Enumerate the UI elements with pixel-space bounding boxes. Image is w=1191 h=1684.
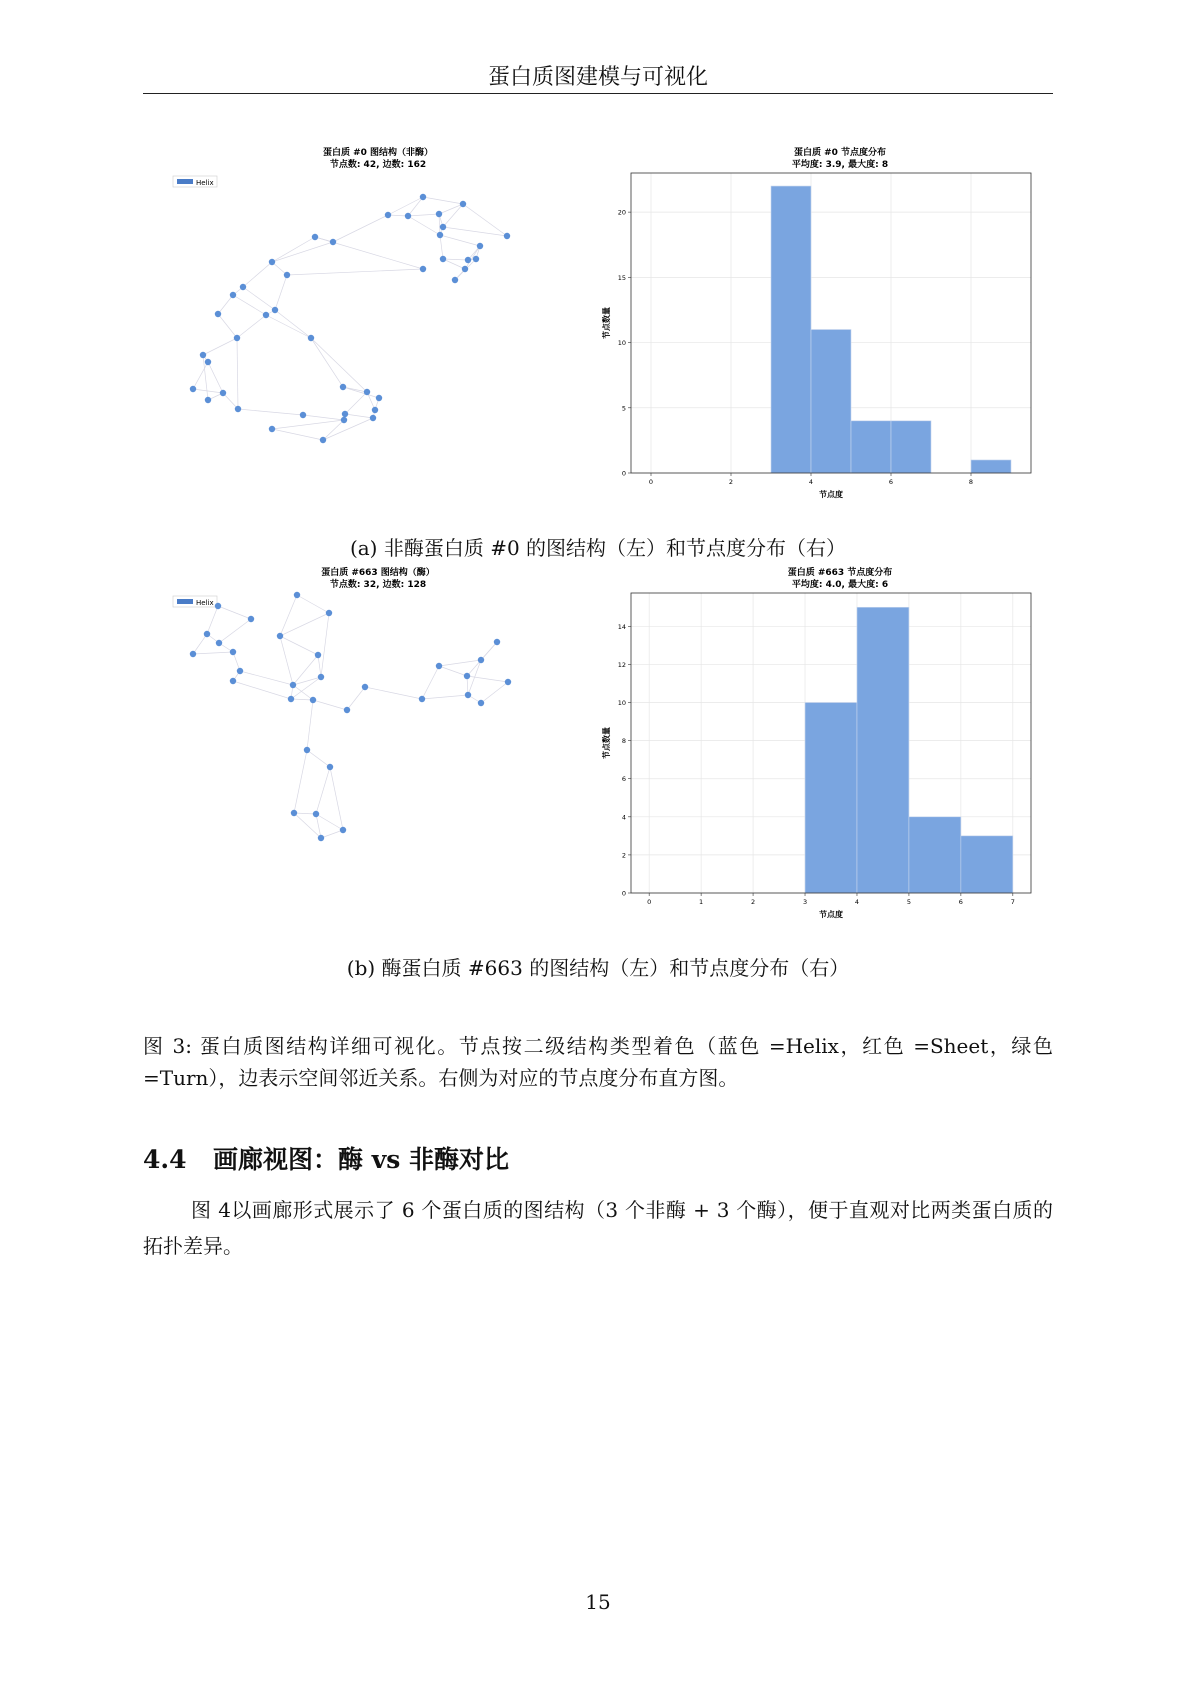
graph-b-node bbox=[326, 610, 332, 616]
hist-a-xtick-label: 2 bbox=[728, 478, 734, 486]
header-rule bbox=[143, 93, 1053, 94]
graph-a-edge bbox=[439, 204, 463, 214]
graph-a-edge bbox=[237, 315, 266, 338]
graph-a-edge bbox=[440, 235, 480, 246]
hist-a-xtick-label: 0 bbox=[648, 478, 654, 486]
hist-b-ytick-label: 2 bbox=[621, 851, 626, 860]
protein-graph-b bbox=[143, 560, 563, 930]
hist-b-ytick-label: 10 bbox=[617, 699, 626, 708]
graph-a-node bbox=[372, 407, 378, 413]
graph-b-edge bbox=[280, 595, 297, 636]
graph-a-edge bbox=[323, 420, 344, 440]
hist-b-xtick-label: 4 bbox=[854, 898, 860, 906]
graph-b-edge bbox=[240, 671, 293, 685]
graph-a-node bbox=[420, 194, 426, 200]
graph-b-node bbox=[190, 651, 196, 657]
graph-a-edge bbox=[208, 362, 223, 393]
graph-a-node bbox=[263, 312, 269, 318]
graph-b-edge bbox=[193, 652, 233, 654]
hist-a-ytick-label: 5 bbox=[621, 404, 626, 413]
figure-panel-b bbox=[143, 560, 1053, 930]
graph-a-edge bbox=[272, 237, 315, 262]
graph-b-edge bbox=[307, 750, 330, 767]
graph-a-edge bbox=[343, 387, 379, 398]
graph-a-edge bbox=[218, 295, 233, 314]
graph-b-edge bbox=[294, 813, 316, 814]
graph-a-edge bbox=[311, 338, 343, 387]
graph-b-edge bbox=[297, 595, 329, 613]
graph-a-edge bbox=[443, 259, 468, 260]
graph-a-edge bbox=[388, 197, 423, 215]
graph-b-title: 蛋白质 #663 图结构（酶） bbox=[321, 568, 435, 578]
graph-b-edge bbox=[422, 695, 468, 699]
graph-b-node bbox=[505, 679, 511, 685]
graph-b-node bbox=[230, 678, 236, 684]
graph-b-node bbox=[478, 657, 484, 663]
graph-a-edge bbox=[343, 387, 367, 392]
figure-panel-a bbox=[143, 140, 1053, 510]
graph-a-node bbox=[205, 397, 211, 403]
hist-a-bar bbox=[811, 330, 851, 473]
hist-a-title: 蛋白质 #0 节点度分布 bbox=[793, 148, 887, 158]
graph-b-node bbox=[294, 592, 300, 598]
graph-b-node bbox=[304, 747, 310, 753]
graph-a-edge bbox=[408, 214, 439, 216]
graph-a-edge bbox=[408, 197, 423, 216]
hist-b-ytick-label: 8 bbox=[621, 737, 626, 746]
graph-b-node bbox=[340, 827, 346, 833]
subcaption-a: (a) 非酶蛋白质 #0 的图结构（左）和节点度分布（右） bbox=[349, 536, 847, 560]
hist-b-bar bbox=[857, 607, 909, 893]
graph-a-node bbox=[477, 243, 483, 249]
subcaption-b: (b) 酶蛋白质 #663 的图结构（左）和节点度分布（右） bbox=[346, 956, 850, 980]
graph-a-node bbox=[504, 233, 510, 239]
graph-b-edge bbox=[321, 613, 329, 677]
graph-b-node bbox=[204, 631, 210, 637]
graph-b-edge bbox=[365, 687, 422, 699]
graph-a-node bbox=[437, 232, 443, 238]
graph-a-node bbox=[320, 437, 326, 443]
hist-a-bar bbox=[971, 460, 1011, 473]
graph-a-edge bbox=[311, 338, 367, 392]
graph-a-edge bbox=[233, 295, 266, 315]
degree-histogram-b bbox=[593, 560, 1053, 930]
graph-a-edge bbox=[443, 204, 463, 227]
hist-b-subtitle: 平均度: 4.0, 最大度: 6 bbox=[791, 580, 889, 590]
graph-b-edge bbox=[219, 619, 251, 643]
graph-b-node bbox=[465, 692, 471, 698]
graph-a-node bbox=[269, 426, 275, 432]
graph-a-node bbox=[465, 257, 471, 263]
hist-b-xtick-label: 3 bbox=[802, 898, 808, 906]
hist-b-ytick-label: 0 bbox=[621, 889, 626, 898]
graph-b-edge bbox=[218, 606, 251, 619]
graph-a-edge bbox=[275, 310, 311, 338]
graph-b-edge bbox=[316, 814, 343, 830]
section-number: 4.4 bbox=[143, 1145, 187, 1174]
graph-a-edge bbox=[408, 216, 440, 235]
graph-a-node bbox=[284, 272, 290, 278]
graph-a-node bbox=[205, 359, 211, 365]
degree-histogram-a bbox=[593, 140, 1053, 510]
graph-a-node bbox=[220, 390, 226, 396]
graph-a-edge bbox=[218, 314, 237, 338]
graph-b-edge bbox=[307, 700, 313, 750]
graph-a-node bbox=[312, 234, 318, 240]
graph-a-node bbox=[364, 389, 370, 395]
graph-a-edge bbox=[275, 275, 287, 310]
graph-a-node bbox=[215, 311, 221, 317]
hist-a-bar bbox=[771, 186, 811, 473]
hist-a-ytick-label: 15 bbox=[617, 273, 626, 282]
graph-a-node bbox=[440, 256, 446, 262]
hist-b-bar bbox=[805, 703, 857, 893]
graph-a-node bbox=[440, 224, 446, 230]
graph-b-edge bbox=[291, 677, 321, 699]
graph-a-node bbox=[300, 412, 306, 418]
graph-a-edge bbox=[193, 362, 208, 389]
graph-a-node bbox=[342, 411, 348, 417]
hist-a-subtitle: 平均度: 3.9, 最大度: 8 bbox=[791, 160, 889, 170]
graph-a-node bbox=[473, 256, 479, 262]
graph-a-node bbox=[370, 415, 376, 421]
hist-b-xtick-label: 5 bbox=[906, 898, 911, 906]
protein-graph-a bbox=[143, 140, 563, 510]
graph-a-node bbox=[240, 284, 246, 290]
graph-a-legend-label: Helix bbox=[196, 179, 214, 187]
hist-a-ytick-label: 10 bbox=[617, 339, 626, 348]
graph-b-node bbox=[230, 649, 236, 655]
graph-b-edge bbox=[193, 634, 207, 654]
hist-a-xtick-label: 8 bbox=[968, 478, 974, 486]
hist-b-ytick-label: 14 bbox=[617, 622, 626, 631]
graph-b-node bbox=[288, 696, 294, 702]
graph-a-node bbox=[330, 239, 336, 245]
section-heading bbox=[143, 1140, 509, 1176]
graph-a-node bbox=[341, 417, 347, 423]
graph-b-node bbox=[464, 673, 470, 679]
graph-a-edge bbox=[272, 429, 323, 440]
graph-b-edge bbox=[280, 636, 293, 685]
hist-b-ylabel: 节点数量 bbox=[602, 727, 611, 759]
hist-b-bar bbox=[961, 836, 1013, 893]
graph-b-edge bbox=[439, 660, 481, 666]
graph-b-node bbox=[315, 652, 321, 658]
body-paragraph: 图 4以画廊形式展示了 6 个蛋白质的图结构（3 个非酶 + 3 个酶），便于直观对比两类蛋白质的拓扑差异。 bbox=[143, 1198, 1053, 1258]
graph-b-node bbox=[237, 668, 243, 674]
section-title: 画廊视图：酶 vs 非酶对比 bbox=[213, 1145, 510, 1174]
graph-b-edge bbox=[280, 636, 318, 655]
graph-b-node bbox=[318, 674, 324, 680]
hist-b-xtick-label: 7 bbox=[1010, 898, 1015, 906]
graph-b-edge bbox=[481, 682, 508, 703]
hist-b-xlabel: 节点度 bbox=[819, 910, 843, 919]
graph-a-node bbox=[405, 213, 411, 219]
graph-a-node bbox=[234, 335, 240, 341]
graph-b-edge bbox=[318, 655, 321, 677]
hist-a-ytick-label: 0 bbox=[621, 469, 626, 478]
graph-b-edge bbox=[347, 687, 365, 710]
graph-a-edge bbox=[243, 287, 275, 310]
graph-b-edge bbox=[293, 685, 313, 700]
graph-a-edge bbox=[423, 197, 463, 204]
graph-a-edge bbox=[238, 409, 303, 415]
graph-b-node bbox=[327, 764, 333, 770]
graph-b-node bbox=[344, 707, 350, 713]
hist-b-bar bbox=[909, 817, 961, 893]
graph-a-edge bbox=[303, 415, 344, 420]
hist-b-ytick-label: 12 bbox=[617, 660, 626, 669]
graph-a-edge bbox=[193, 389, 223, 393]
graph-b-legend-swatch bbox=[177, 599, 193, 604]
graph-a-node bbox=[269, 259, 275, 265]
graph-a-edge bbox=[333, 215, 388, 242]
graph-a-node bbox=[436, 211, 442, 217]
hist-a-ylabel: 节点数量 bbox=[602, 307, 611, 339]
hist-b-xtick-label: 6 bbox=[958, 898, 963, 906]
graph-b-node bbox=[248, 616, 254, 622]
graph-b-node bbox=[494, 639, 500, 645]
hist-a-xtick-label: 6 bbox=[888, 478, 894, 486]
graph-b-node bbox=[313, 811, 319, 817]
graph-a-legend-swatch bbox=[177, 179, 193, 184]
graph-a-edge bbox=[463, 204, 507, 236]
graph-b-edge bbox=[207, 606, 218, 634]
graph-b-edge bbox=[316, 767, 330, 814]
page-number: 15 bbox=[585, 1590, 611, 1614]
graph-a-node bbox=[230, 292, 236, 298]
figure-caption: 图 3: 蛋白质图结构详细可视化。节点按二级结构类型着色（蓝色 =Helix，红色 =Sheet，绿色 =Turn），边表示空间邻近关系。右侧为对应的节点度分布直方图。 bbox=[143, 1034, 1053, 1090]
graph-a-edge bbox=[203, 338, 237, 355]
graph-b-edge bbox=[313, 700, 347, 710]
graph-b-edge bbox=[422, 666, 439, 699]
graph-b-node bbox=[277, 633, 283, 639]
hist-b-title: 蛋白质 #663 节点度分布 bbox=[787, 568, 893, 578]
hist-a-bar bbox=[851, 421, 891, 473]
graph-a-node bbox=[462, 266, 468, 272]
graph-a-subtitle: 节点数: 42, 边数: 162 bbox=[329, 160, 427, 170]
graph-a-edge bbox=[443, 259, 465, 269]
graph-a-node bbox=[460, 201, 466, 207]
graph-a-edge bbox=[345, 414, 373, 418]
graph-b-edge bbox=[294, 750, 307, 813]
hist-a-xlabel: 节点度 bbox=[819, 490, 843, 499]
graph-a-edge bbox=[266, 315, 311, 338]
graph-b-legend-label: Helix bbox=[196, 599, 214, 607]
running-header: 蛋白质图建模与可视化 bbox=[487, 65, 708, 90]
graph-b-node bbox=[310, 697, 316, 703]
graph-a-node bbox=[385, 212, 391, 218]
graph-a-edge bbox=[443, 227, 507, 236]
graph-a-title: 蛋白质 #0 图结构（非酶） bbox=[322, 148, 434, 158]
graph-b-node bbox=[419, 696, 425, 702]
graph-a-edge bbox=[323, 418, 373, 440]
hist-a-xtick-label: 4 bbox=[808, 478, 814, 486]
graph-b-node bbox=[362, 684, 368, 690]
graph-b-edge bbox=[293, 677, 321, 685]
hist-b-ytick-label: 6 bbox=[621, 775, 626, 784]
graph-b-node bbox=[478, 700, 484, 706]
graph-a-node bbox=[190, 386, 196, 392]
graph-a-edge bbox=[440, 235, 443, 259]
hist-b-xtick-label: 2 bbox=[751, 898, 756, 906]
graph-b-edge bbox=[280, 613, 329, 636]
graph-b-node bbox=[290, 682, 296, 688]
hist-a-bar bbox=[891, 421, 931, 473]
graph-b-edge bbox=[293, 655, 318, 685]
graph-b-node bbox=[291, 810, 297, 816]
graph-a-edge bbox=[287, 269, 423, 275]
graph-b-node bbox=[318, 835, 324, 841]
graph-a-node bbox=[452, 277, 458, 283]
graph-b-edge bbox=[233, 681, 291, 699]
graph-b-edge bbox=[439, 666, 467, 676]
graph-b-edge bbox=[330, 767, 343, 830]
graph-a-node bbox=[376, 395, 382, 401]
graph-a-node bbox=[340, 384, 346, 390]
graph-a-edge bbox=[243, 262, 272, 287]
graph-a-node bbox=[420, 266, 426, 272]
graph-a-node bbox=[308, 335, 314, 341]
graph-a-node bbox=[200, 352, 206, 358]
graph-b-node bbox=[216, 640, 222, 646]
graph-b-edge bbox=[321, 830, 343, 838]
hist-a-ytick-label: 20 bbox=[617, 208, 626, 217]
graph-b-edge bbox=[291, 699, 313, 700]
graph-a-node bbox=[235, 406, 241, 412]
hist-b-xtick-label: 0 bbox=[647, 898, 652, 906]
graph-b-subtitle: 节点数: 32, 边数: 128 bbox=[329, 580, 427, 590]
graph-a-edge bbox=[223, 393, 238, 409]
graph-a-edge bbox=[272, 420, 344, 429]
graph-a-edge bbox=[272, 242, 333, 262]
graph-a-node bbox=[272, 307, 278, 313]
graph-a-edge bbox=[345, 392, 367, 414]
graph-b-node bbox=[215, 603, 221, 609]
hist-b-ytick-label: 4 bbox=[621, 813, 626, 822]
graph-a-edge bbox=[237, 338, 238, 409]
graph-b-node bbox=[436, 663, 442, 669]
hist-b-xtick-label: 1 bbox=[699, 898, 704, 906]
